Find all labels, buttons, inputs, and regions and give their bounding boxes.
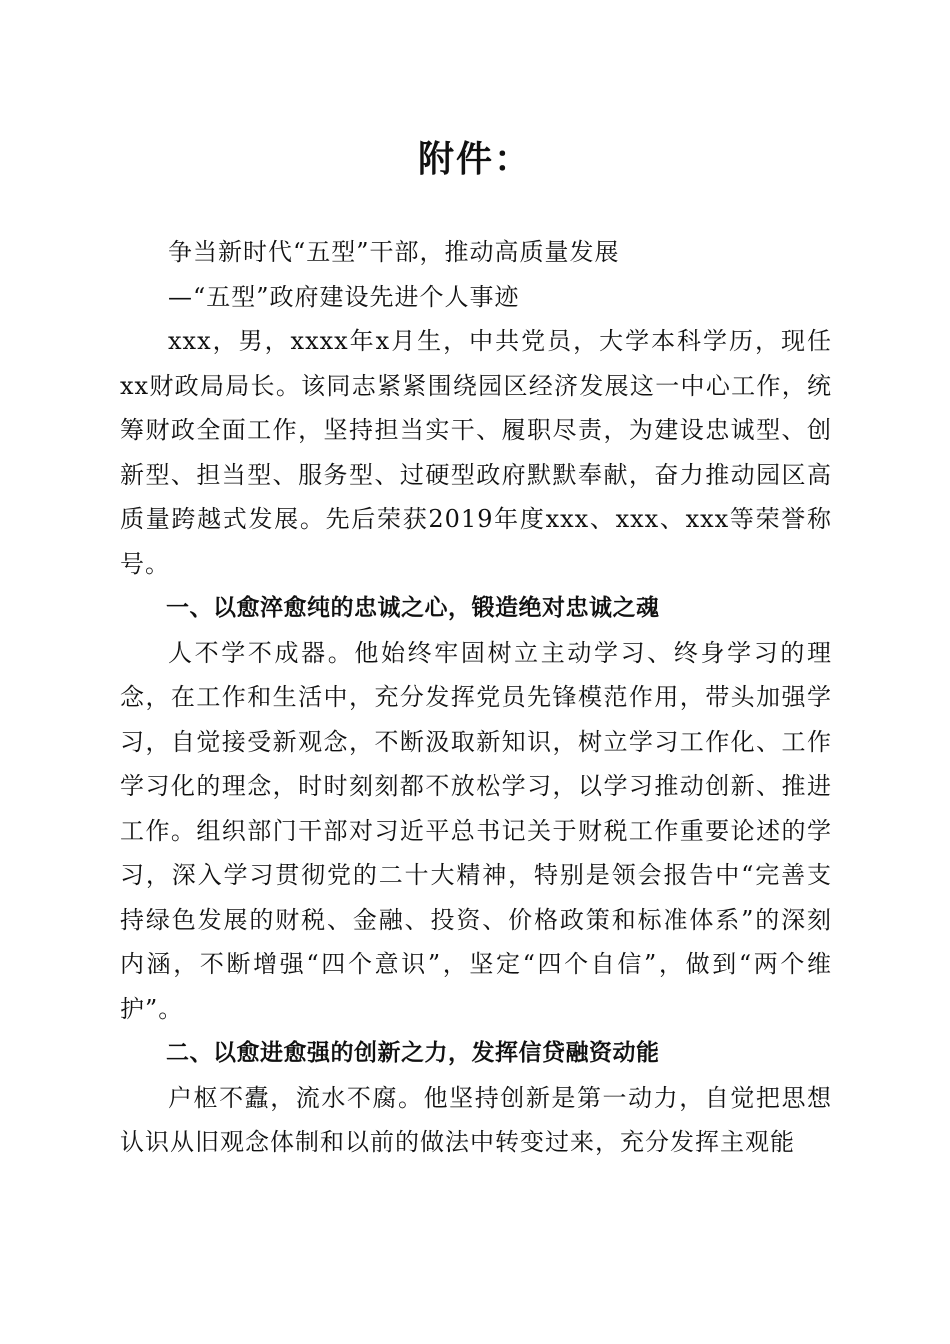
article-subtitle: —“五型”政府建设先进个人事迹 bbox=[168, 282, 520, 311]
article-title: 争当新时代“五型”干部，推动高质量发展 bbox=[168, 238, 620, 266]
document-body bbox=[120, 230, 832, 1165]
section-body-1: 人不学不成器。他始终牢固树立主动学习、终身学习的理念，在工作和生活中，充分发挥党员先锋模范作用，带头加强学习，自觉接受新观念，不断汲取新知识，树立学习工作化、工作学习化的理念，时时刻刻都不放松学习，以学习推动创新、推进工作。组织部门干部对习近平总书记关于财税工作重要论述的学习，深入学习贯彻党的二十大精神，特别是领会报告中“完善支持绿色发展的财税、金融、投资、价格政策和标准体系”的深刻内涵，不断增强“四个意识”，坚定“四个自信”，做到“两个维护”。 bbox=[120, 638, 832, 1023]
section-body-2: 户枢不蠹，流水不腐。他坚持创新是第一动力，自觉把思想认识从旧观念体制和以前的做法中转变过来，充分发挥主观能 bbox=[120, 1083, 832, 1156]
document-title: 附件： bbox=[417, 139, 532, 180]
intro-paragraph: xxx，男，xxxx年x月生，中共党员，大学本科学历，现任xx财政局局长。该同志紧紧围绕园区经济发展这一中心工作，统筹财政全面工作，坚持担当实干、履职尽责，为建设忠诚型、创新型、担当型、服务型、过硬型政府默默奉献，奋力推动园区高质量跨越式发展。先后荣获2019年度xxx、xxx、xxx等荣誉称号。 bbox=[120, 327, 832, 578]
section-heading-1: 一、以愈淬愈纯的忠诚之心，锻造绝对忠诚之魂 bbox=[166, 595, 660, 621]
section-heading-2: 二、以愈进愈强的创新之力，发挥信贷融资动能 bbox=[166, 1040, 660, 1066]
